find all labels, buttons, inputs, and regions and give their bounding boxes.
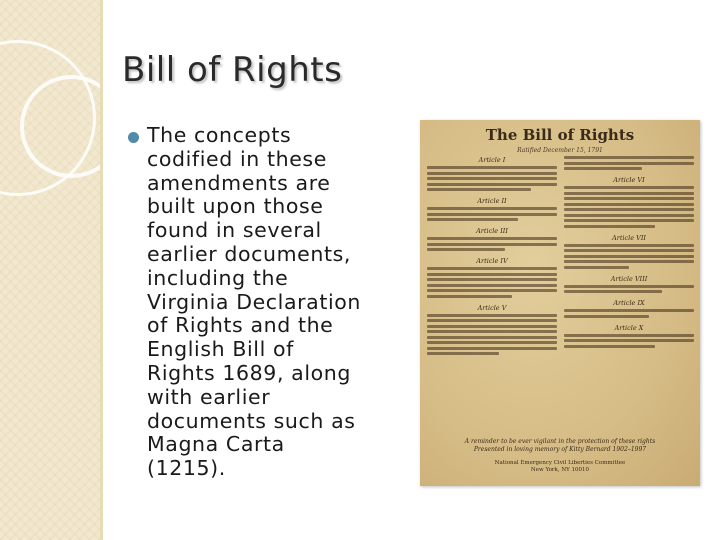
document-article [564,176,694,228]
article-heading: Article VII [612,233,646,242]
slide-title: Bill of Rights [122,50,343,90]
bill-of-rights-document-image [420,120,700,486]
document-left-column [427,156,557,361]
article-heading: Article I [478,156,506,164]
article-heading: Article III [476,227,508,235]
footer-line: Presented in loving memory of Kitty Bernard 1902–1997 [473,446,647,453]
document-title: The Bill of Rights [485,126,635,144]
document-right-column [564,156,694,354]
article-heading: Article IX [613,299,645,307]
document-article [427,197,557,221]
strip-divider [100,0,103,540]
article-heading: Article IV [476,257,508,265]
footer-line: New York, NY 10010 [530,467,590,473]
article-heading: Article VI [613,176,645,184]
article-heading: Article X [614,323,644,332]
bullet-list [128,124,388,481]
document-article [427,227,557,251]
bullet-text: The concepts codified in these amendments are built upon those found in several earlier documents, including the Virginia Declaration of Rights and the English Bill of Rights 1689, along with earlier documents such as Magna Carta (1215). [147,123,361,481]
footer-line: National Emergency Civil Liberties Committee [494,460,626,466]
document-footer-dedication [420,438,700,454]
document-article [564,156,694,170]
document-article [564,324,694,348]
document-article [564,275,694,294]
document-article [427,156,557,191]
document-article [564,299,694,318]
document-article [427,304,557,356]
article-heading: Article V [477,303,507,312]
document-article [564,234,694,269]
bullet-icon [128,132,139,143]
document-subtitle: Ratified December 15, 1791 [517,147,603,154]
article-heading: Article VIII [610,274,648,283]
document-article [427,257,557,298]
footer-line: A reminder to be ever vigilant in the protection of these rights [464,438,656,445]
document-footer-publisher [420,460,700,474]
article-heading: Article II [477,197,507,205]
decorative-left-strip [0,0,100,540]
